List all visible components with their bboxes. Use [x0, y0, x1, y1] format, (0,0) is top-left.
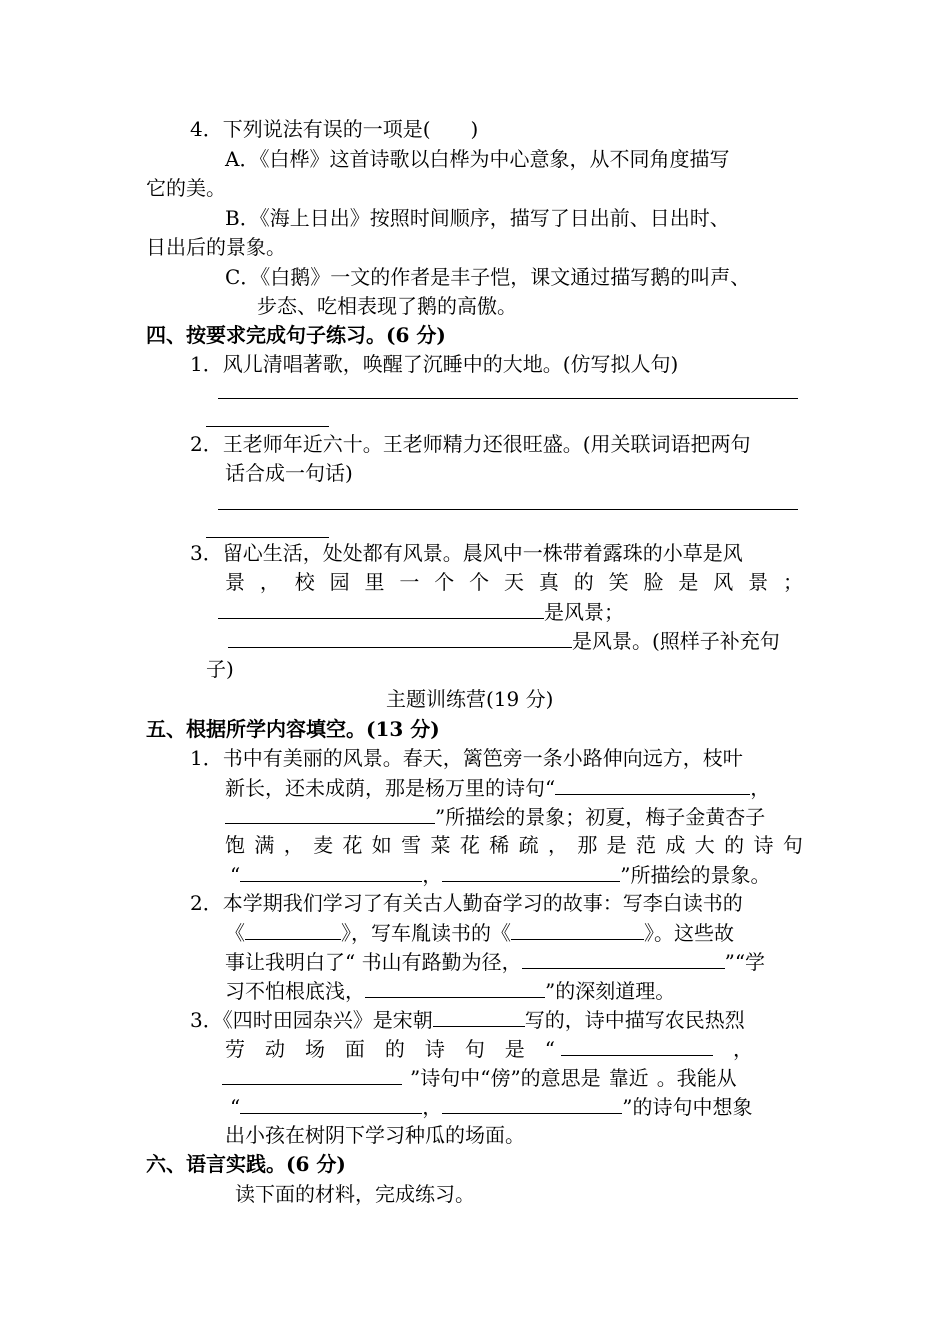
- s5-q1-char: 范: [636, 833, 657, 857]
- s5-q3-blank-2[interactable]: [561, 1035, 713, 1056]
- s5-q1-char: 句: [782, 833, 803, 857]
- s5-q1-l3: ”所描绘的景象；初夏，梅子金黄杏子: [435, 805, 766, 829]
- s5-q2-l1: 本学期我们学习了有关古人勤奋学习的故事：写李白读书的: [222, 891, 743, 915]
- s5-q3-answer-text: 靠近: [608, 1066, 649, 1090]
- s4-q3-text5: 子): [206, 657, 234, 681]
- s4-q3-blank-2[interactable]: [228, 627, 572, 648]
- s5-q1-l2b: ，: [750, 776, 771, 800]
- section4-title: 四、按要求完成句子练习。(6 分): [146, 323, 446, 347]
- s4-q3-char: ，: [259, 570, 280, 594]
- s5-q2-l2c: 》。这些故: [644, 921, 734, 945]
- s4-q3-justified-line: [225, 569, 803, 595]
- s4-q3-line3: [218, 598, 624, 625]
- s5-q1-char: 是: [606, 833, 627, 857]
- s4-q3-text3: 是风景；: [544, 600, 624, 624]
- s5-q2-l4b: ”的深刻道理。: [545, 979, 676, 1003]
- section5-title: 五、根据所学内容填空。(13 分): [146, 717, 440, 741]
- s5-q2-l3b: ”“学: [724, 950, 766, 974]
- s4-q3-char: 里: [364, 570, 385, 594]
- s5-q1-l5c: ”所描绘的景象。: [620, 863, 771, 887]
- s5-q1-char: 疏: [518, 833, 539, 857]
- s5-q2-l3a: 事让我明白了“ 书山有路勤为径，: [225, 950, 522, 974]
- s4-q3-text4: 是风景。(照样子补充句: [572, 629, 780, 653]
- s5-q1-char: 稀: [489, 833, 510, 857]
- s5-q1-char: 饱: [225, 833, 245, 857]
- s5-q3-line3: [222, 1064, 737, 1091]
- s5-q1-char: 雪: [401, 833, 422, 857]
- s4-q3-char: 天: [504, 570, 524, 594]
- s5-q1-char: 如: [371, 833, 392, 857]
- s5-q1-justified-line: [225, 832, 803, 858]
- s5-q3-blank-3[interactable]: [222, 1064, 402, 1085]
- s5-q1-num: 1．: [190, 746, 223, 770]
- s5-q1-l5b: ，: [422, 863, 443, 887]
- s5-q2: [190, 890, 743, 916]
- s5-q3-char: 的: [384, 1037, 405, 1061]
- s5-q3-char: 是: [504, 1037, 525, 1061]
- s5-q3-blank-4[interactable]: [240, 1093, 422, 1114]
- s5-q2-blank-1[interactable]: [245, 919, 341, 940]
- s5-q1-blank-4[interactable]: [442, 861, 620, 882]
- s5-q2-blank-2[interactable]: [511, 919, 644, 940]
- s5-q1-blank-3[interactable]: [240, 861, 422, 882]
- s5-q3: [190, 1006, 745, 1033]
- s4-q3-char: ；: [783, 570, 803, 594]
- s5-q3-l3c: 。我能从: [656, 1066, 737, 1090]
- s5-q3-l5: 出小孩在树阴下学习种瓜的场面。: [225, 1123, 525, 1147]
- s5-q1-line2: [225, 774, 770, 801]
- q4-option-b-cont: 日出后的景象。: [146, 235, 286, 259]
- s5-q3-char: 场: [304, 1037, 325, 1061]
- s4-q2-answer-line-2[interactable]: [206, 537, 329, 538]
- s5-q1-char: 麦: [313, 833, 334, 857]
- s4-q1-answer-line-2[interactable]: [206, 426, 329, 427]
- s4-q2: [190, 431, 751, 457]
- s4-q1-num: 1．: [190, 352, 223, 376]
- s4-q3-char: 一: [399, 570, 420, 594]
- s4-q3-char: 景: [748, 570, 769, 594]
- s5-q1-l1: 书中有美丽的风景。春天，篱笆旁一条小路伸向远方，枝叶: [222, 746, 743, 770]
- s5-q1-char: 花: [342, 833, 363, 857]
- s4-q3-char: 笑: [608, 570, 629, 594]
- s5-q3-char: 面: [344, 1037, 365, 1061]
- s5-q1-char: 的: [724, 833, 745, 857]
- s5-q1-char: 成: [665, 833, 686, 857]
- s4-q3-char: 个: [434, 570, 455, 594]
- q4-option-b: B．《海上日出》按照时间顺序，描写了日出前、日出时、: [225, 206, 730, 230]
- s4-q3-char: 真: [538, 570, 559, 594]
- s5-q2-blank-4[interactable]: [365, 977, 545, 998]
- s4-q3-char: 景: [225, 570, 245, 594]
- s5-q3-l4a: “: [230, 1095, 241, 1119]
- s5-q1-line3: [225, 803, 765, 830]
- s4-q2-num: 2．: [190, 432, 223, 456]
- s5-q1-char: 花: [459, 833, 480, 857]
- s5-q3-line2: 劳 动 场 面 的 诗 句 是 “ ，: [225, 1037, 753, 1061]
- s4-q3-char: 园: [329, 570, 350, 594]
- s5-q2-line3: [225, 948, 765, 975]
- s4-q3-blank-1[interactable]: [218, 598, 544, 619]
- s5-q3-blank-5[interactable]: [442, 1093, 622, 1114]
- s4-q3-num: 3．: [190, 541, 223, 565]
- s4-q3-line4: [228, 627, 780, 654]
- section6-title: 六、语言实践。(6 分): [146, 1152, 346, 1176]
- s5-q3-l4c: ”的诗句中想象: [622, 1095, 753, 1119]
- s5-q3-char: 劳: [225, 1037, 245, 1061]
- s5-q3-l3a: ”诗句中“傍”的意思是: [410, 1066, 601, 1090]
- s4-q1: [190, 351, 678, 377]
- s4-q3-text: 留心生活，处处都有风景。晨风中一株带着露珠的小草是风: [222, 541, 743, 565]
- s5-q2-line4: [225, 977, 675, 1004]
- s4-q2-text: 王老师年近六十。王老师精力还很旺盛。(用关联词语把两句: [222, 432, 751, 456]
- section6-intro: 读下面的材料，完成练习。: [235, 1182, 475, 1206]
- s5-q3-char: 动: [264, 1037, 285, 1061]
- s4-q1-answer-line-1[interactable]: [218, 398, 798, 399]
- s5-q1-char: ，: [283, 833, 304, 857]
- s5-q3-char: “: [544, 1037, 555, 1061]
- s4-q2-answer-line-1[interactable]: [218, 509, 798, 510]
- s5-q1-char: 满: [254, 833, 275, 857]
- s4-q3-char: 是: [678, 570, 699, 594]
- s5-q1-char: 那: [577, 833, 598, 857]
- s5-q1-char: 大: [694, 833, 715, 857]
- s5-q1-blank-2[interactable]: [225, 803, 435, 824]
- s5-q3-justified-text: [225, 1036, 555, 1062]
- s4-q3-char: 个: [469, 570, 490, 594]
- s4-q1-text: 风儿清唱著歌，唤醒了沉睡中的大地。(仿写拟人句): [222, 352, 679, 376]
- s4-q3: [190, 540, 743, 566]
- s4-q3-char: 风: [713, 570, 734, 594]
- s5-q3-l1a: 《四时田园杂兴》是宋朝: [222, 1008, 433, 1032]
- camp-title: 主题训练营(19 分): [386, 687, 554, 711]
- s5-q2-l4a: 习不怕根底浅，: [225, 979, 365, 1003]
- q4-option-a: A．《白桦》这首诗歌以白桦为中心意象，从不同角度描写: [225, 147, 730, 171]
- s5-q1-char: ，: [547, 833, 568, 857]
- s4-q2-text-cont: 话合成一句话): [225, 461, 353, 485]
- s5-q1-l2a: 新长，还未成荫，那是杨万里的诗句“: [225, 776, 556, 800]
- s5-q2-l2b: 》，写车胤读书的《: [341, 921, 511, 945]
- s4-q3-char: 校: [294, 570, 315, 594]
- s5-q3-char: 句: [464, 1037, 485, 1061]
- s5-q1-l5a: “: [230, 863, 241, 887]
- s5-q2-line2: [225, 919, 734, 946]
- s5-q1-blank-1[interactable]: [555, 774, 750, 795]
- q4-option-a-cont: 它的美。: [146, 176, 226, 200]
- s4-q3-char: 脸: [643, 570, 664, 594]
- s5-q1-char: 诗: [753, 833, 774, 857]
- s4-q3-char: 的: [573, 570, 594, 594]
- s5-q3-char: 诗: [424, 1037, 445, 1061]
- s5-q3-blank-1[interactable]: [433, 1006, 525, 1027]
- s5-q2-l2a: 《: [225, 921, 245, 945]
- s5-q1-char: 菜: [430, 833, 451, 857]
- s5-q1: [190, 745, 743, 771]
- q4-stem: 4．下列说法有误的一项是( ): [190, 117, 479, 141]
- s5-q3-l1b: 写的，诗中描写农民热烈: [524, 1008, 745, 1032]
- q4-option-c-cont: 步态、吃相表现了鹅的高傲。: [257, 294, 517, 318]
- q4-option-c: C．《白鹅》一文的作者是丰子恺，课文通过描写鹅的叫声、: [225, 265, 751, 289]
- s5-q2-blank-3[interactable]: [522, 948, 725, 969]
- s5-q1-line5: [230, 861, 770, 888]
- s5-q3-line4: [230, 1093, 752, 1120]
- s5-q3-num: 3．: [190, 1008, 223, 1032]
- s5-q3-l4b: ，: [422, 1095, 443, 1119]
- s5-q2-num: 2．: [190, 891, 223, 915]
